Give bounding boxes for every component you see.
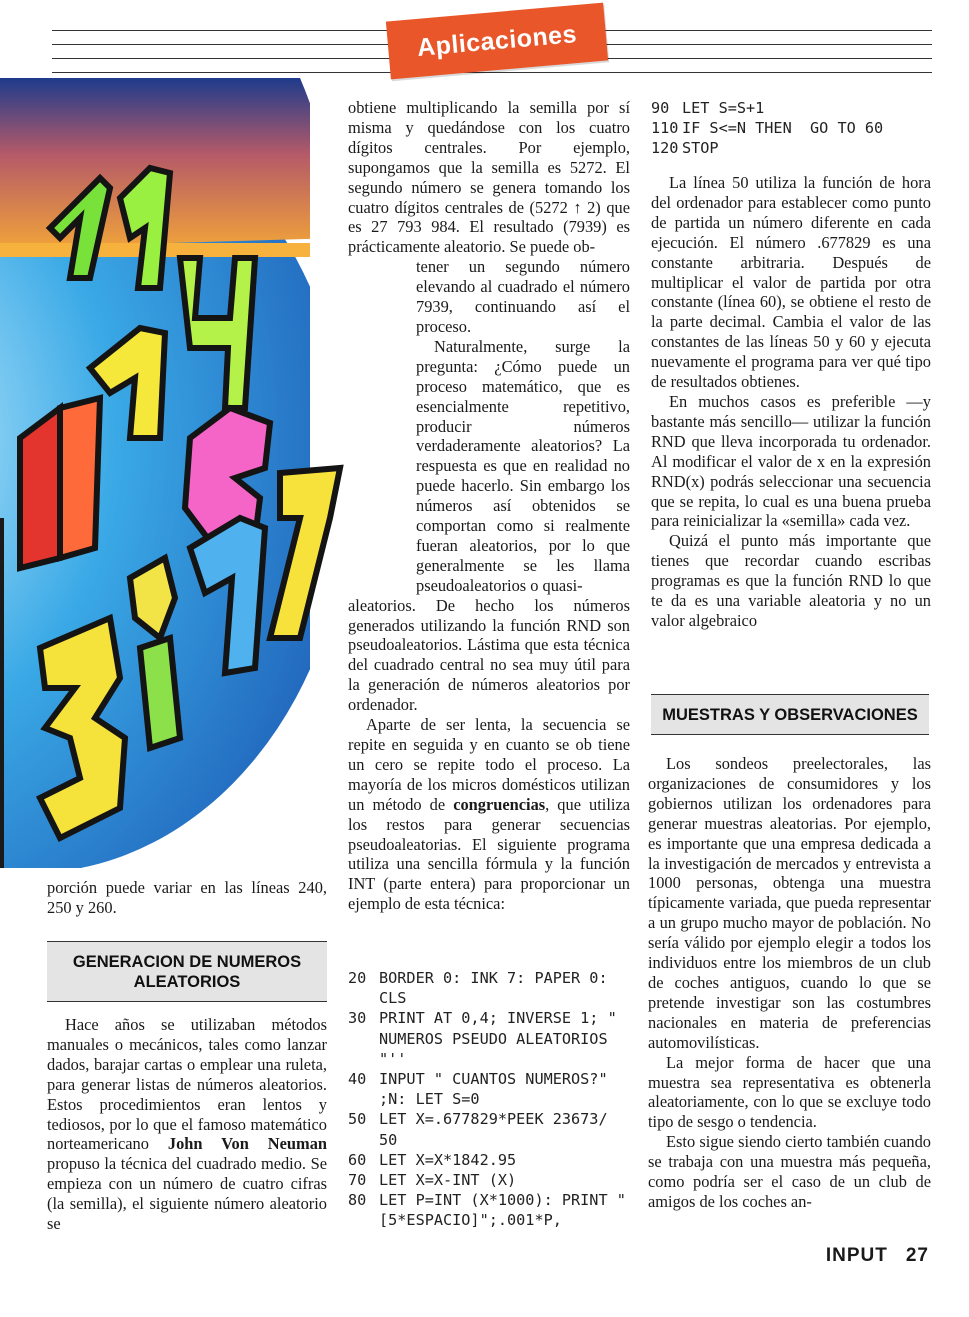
page-footer	[826, 1245, 929, 1267]
paragraph-smaller-sample: Esto sigue siendo cierto también cuando se trabaja con una muestra más pequeña, como podría ser el caso de un club de amigos de los coches an-	[648, 1132, 931, 1211]
heading-random-numbers-text: GENERACION DE NUMEROS ALEATORIOS	[72, 953, 302, 991]
code-line-number: 80	[348, 1191, 367, 1210]
code-line-number: 70	[348, 1171, 367, 1190]
code-line-text: STOP	[682, 139, 719, 158]
code-line	[348, 1069, 633, 1109]
paragraph-middle-square-cont: tener un segundo número elevando al cuadrado el número 7939, continuando así el proceso.	[416, 257, 630, 336]
paragraph-surveys: Los sondeos preelectorales, las organizaciones de consumidores y los gobiernos utilizan los ordenadores para generar muestras aleatorias. Por ejemplo, es importante que una empresa dedicada a la investigación de mercados y entrevista a 1000 personas, obtenga una muestra típicamente variada, que pueda representar a un grupo mucho mayor de población. No sería válido por ejemplo elegir a todos los individuos entre los miembros de un club de coches antiguos, cuando lo que se pretende investigar son las costumbres nacionales en materia de preferencias automovilísticas.	[648, 754, 931, 1052]
name-von-neuman: John Von Neuman	[167, 1134, 328, 1154]
paragraph-middle-square: obtiene multiplicando la semilla por sí misma y quedándose con los cuatro dígitos centrales. Por ejemplo, supongamos que la semilla es 5272. El segundo número se genera tomando los cuatro dígitos centrales de (5272 ↑ 2) que es 27 793 984. El resultado (7939) es prácticamente aleatorio. Se puede ob-	[348, 98, 630, 257]
code-line-text: INPUT " CUANTOS NUMEROS?" ;N: LET S=0	[379, 1070, 617, 1109]
code-line-number: 110	[651, 119, 679, 138]
code-line-text: LET X=X-INT (X)	[379, 1171, 517, 1190]
heading-samples	[651, 694, 929, 735]
code-line-number: 50	[348, 1110, 367, 1129]
paragraph-rnd: En muchos casos es preferible —y bastante más sencillo— utilizar la función RND que lleva incorporada tu ordenador. Al modificar el valor de x en la expresión RND(x) podrás seleccionar una secuencia que se repita, lo cual es una buena prueba para reinicializar la «semilla» cada vez.	[651, 391, 931, 531]
column-1-body	[47, 1015, 327, 1234]
code-line-text: LET X=X*1842.95	[379, 1150, 517, 1169]
heading-random-numbers	[47, 941, 327, 1002]
paragraph-congruences-end: , que utiliza los restos para generar secuencias pseudoaleatorias. El siguiente programa utiliza una sencilla fórmula y la función INT (parte entera) para proporcionar un ejemplo de esta técnica:	[348, 794, 630, 914]
code-line-text: IF S<=N THEN GO TO 60	[682, 119, 884, 138]
code-line	[651, 138, 936, 158]
paragraph-line-50: La línea 50 utiliza la función de hora del ordenador para establecer como punto de partida un número diferente en cada ejecución. El número .677829 es una constante arbitraria. Después de multiplicar el valor de partida por otra constante (línea 60), se obtiene el resto de la parte decimal. Cambia el valor de las constantes de las líneas 50 y 60 y ejecuta nuevamente el programa para ver qué tipo de resultados obtienes.	[651, 173, 931, 392]
code-line-number: 120	[651, 139, 679, 158]
code-line	[348, 1150, 633, 1170]
paragraph-question: Naturalmente, surge la pregunta: ¿Cómo puede un proceso matemático, que es esencialmente repetitivo, producir números verdaderamente aleatorios? La respuesta es que en realidad no puede hacerlo. Sin embargo los números así obtenidos se comportan como si realmente fueran aleatorios, por lo que generalmente se les llama pseudoaleatorios o quasi-	[416, 336, 630, 595]
caption-continuation: porción puede variar en las líneas 240, 250 y 260.	[47, 878, 327, 917]
paragraph-important: Quizá el punto más importante que tienes que recordar cuando escribas programas es que la función RND lo que te da es una variable aleatoria y no un valor algebraico	[651, 531, 931, 630]
section-tag-label: Aplicaciones	[415, 20, 579, 62]
random-numbers-illustration	[0, 78, 345, 868]
paragraph-history	[47, 1015, 327, 1234]
paragraph-history-text: Hace años se utilizaban métodos manuales o mecánicos, tales como lanzar dados, barajar cartas o emplear una ruleta, para generar listas de números aleatorios. Estos procedimientos eran lentos y tediosos, por lo que el famoso matemático norteamericano	[47, 1015, 327, 1154]
column-3	[651, 173, 931, 631]
code-line-text: LET X=.677829*PEEK 23673/ 50	[379, 1110, 617, 1149]
column-2	[348, 98, 630, 914]
paragraph-congruences	[348, 715, 630, 914]
magazine-name: INPUT	[825, 1245, 888, 1266]
section-tag	[386, 3, 608, 80]
program-listing-1	[348, 968, 633, 1231]
program-listing-2	[651, 98, 936, 159]
code-line-number: 90	[651, 99, 670, 117]
code-line-text: BORDER 0: INK 7: PAPER 0: CLS	[379, 969, 617, 1008]
code-line	[348, 1170, 633, 1190]
code-line	[651, 98, 936, 118]
heading-samples-text: MUESTRAS Y OBSERVACIONES	[662, 706, 918, 724]
column-3-body	[648, 754, 931, 1212]
term-congruencias: congruencias	[453, 794, 546, 814]
code-line-number: 60	[348, 1150, 367, 1169]
paragraph-history-end: propuso la técnica del cuadrado medio. Se empieza con un número de cuatro cifras (la semilla), el siguiente número aleatorio se	[47, 1154, 327, 1234]
column-1	[47, 878, 327, 918]
header-rule-4	[52, 72, 932, 73]
code-line-text: LET P=INT (X*1000): PRINT "[5*ESPACIO]";.001*P,	[379, 1191, 626, 1230]
code-line-number: 20	[348, 969, 367, 987]
code-line	[348, 968, 633, 1008]
code-line-number: 40	[348, 1070, 367, 1089]
code-line	[348, 1109, 633, 1149]
code-line-number: 30	[348, 1009, 367, 1028]
paragraph-pseudorandom: aleatorios. De hecho los números generados utilizando la función RND son pseudoaleatorios. Lástima que esta técnica del cuadrado central no sea muy útil para la generación de números aleatorios por ordenador.	[348, 595, 630, 715]
code-line	[348, 1190, 633, 1230]
code-line-text: LET S=S+1	[682, 99, 765, 117]
page-number: 27	[905, 1245, 929, 1266]
code-line-text: PRINT AT 0,4; INVERSE 1; " NUMEROS PSEUDO ALEATORIOS "''	[379, 1009, 626, 1068]
paragraph-congruences-text: Aparte de ser lenta, la secuencia se repite en seguida y en cuanto se ob tiene un cero se repite todo el proceso. La mayoría de los micros domésticos utilizan un método de	[348, 715, 630, 814]
code-line	[651, 118, 936, 138]
code-line	[348, 1008, 633, 1069]
paragraph-best-way: La mejor forma de hacer que una muestra sea representativa es obtenerla aleatoriamente, con lo que se excluye todo tipo de sesgo o tendencia.	[648, 1052, 931, 1132]
